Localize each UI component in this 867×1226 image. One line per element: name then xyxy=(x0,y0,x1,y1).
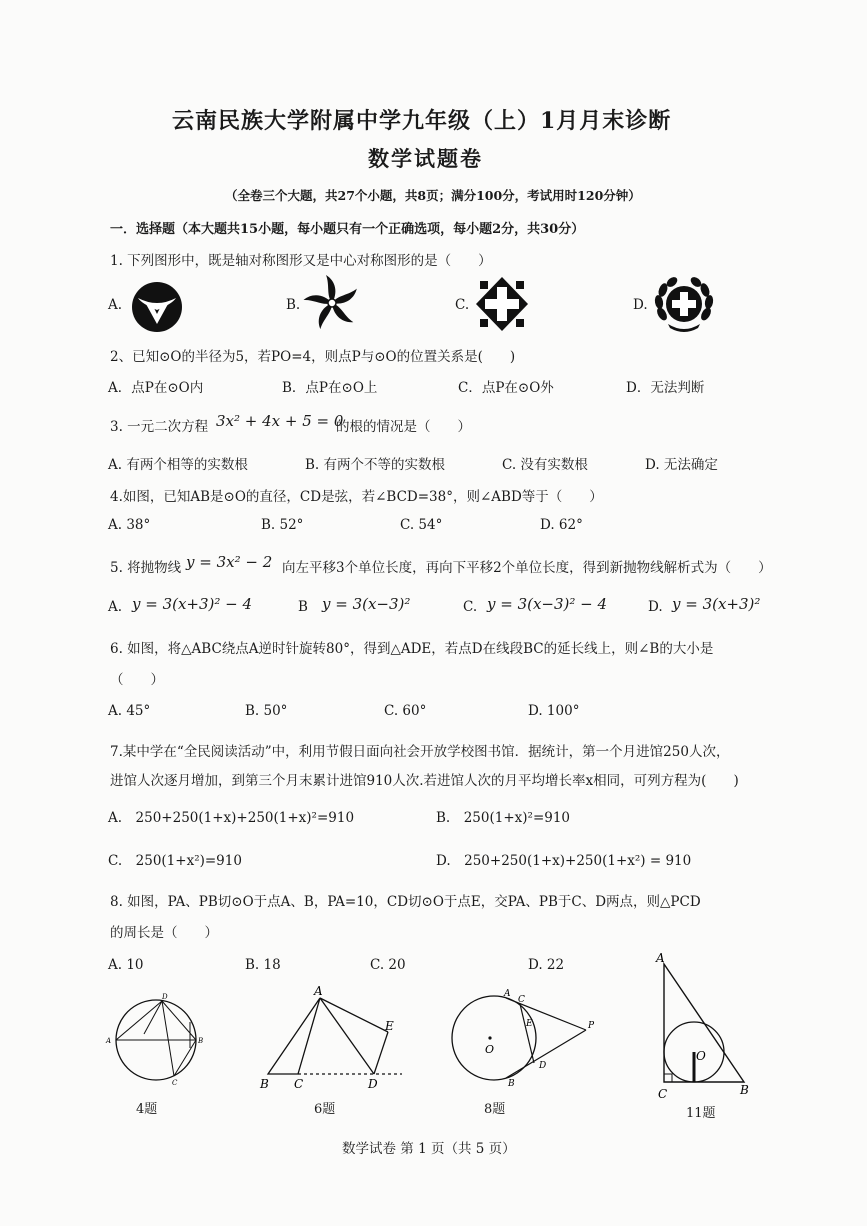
q1-option-d-label: D. xyxy=(633,297,648,313)
figure-6-rotation-diagram xyxy=(252,984,412,1094)
svg-text:P: P xyxy=(588,1021,595,1031)
q7-option-a: A. 250+250(1+x)+250(1+x)²=910 xyxy=(108,810,355,826)
q3-option-a: A. 有两个相等的实数根 xyxy=(108,457,248,473)
question-3-stem-pre: 3. 一元二次方程 xyxy=(110,419,209,435)
q3-option-b: B. 有两个不等的实数根 xyxy=(305,457,446,473)
page-footer: 数学试卷 第 1 页（共 5 页） xyxy=(342,1141,516,1157)
question-5-parabola: y = 3x² − 2 xyxy=(186,553,273,571)
svg-text:D: D xyxy=(368,1077,378,1091)
q4-option-b: B. 52° xyxy=(261,517,304,533)
figure-11-caption: 11题 xyxy=(686,1106,716,1121)
svg-text:B: B xyxy=(198,1037,204,1045)
figure-8-tangent-diagram xyxy=(448,988,604,1094)
svg-text:A: A xyxy=(106,1037,112,1045)
section-heading: 一．选择题（本大题共15小题，每小题只有一个正确选项，每小题2分，共30分） xyxy=(110,222,585,237)
q5-option-c-label: C. xyxy=(463,599,478,615)
q2-option-a: A．点P在⊙O内 xyxy=(108,380,204,396)
svg-text:A: A xyxy=(314,984,323,998)
question-7-stem-2: 进馆人次逐月增加，到第三个月末累计进馆910人次.若进馆人次的月平均增长率x相同，可列方程为( ) xyxy=(110,773,739,789)
svg-text:B: B xyxy=(740,1083,749,1097)
svg-text:C: C xyxy=(518,995,525,1005)
q6-option-d: D. 100° xyxy=(528,703,580,719)
exam-subtitle: 数学试题卷 xyxy=(368,146,483,171)
q5-option-c: y = 3(x−3)² − 4 xyxy=(487,595,608,613)
question-7-stem: 7.某中学在“全民阅读活动”中，利用节假日面向社会开放学校图书馆．据统计，第一个月进馆250人次， xyxy=(110,744,730,760)
exam-title: 云南民族大学附属中学九年级（上）1月月末诊断 xyxy=(172,108,672,134)
figure-6-caption: 6题 xyxy=(314,1102,336,1117)
q1-option-b-label: B. xyxy=(286,297,301,313)
q2-option-b: B．点P在⊙O上 xyxy=(282,380,378,396)
q2-option-c: C．点P在⊙O外 xyxy=(458,380,554,396)
question-4-stem: 4.如图，已知AB是⊙O的直径，CD是弦，若∠BCD=38°，则∠ABD等于（ ） xyxy=(110,489,603,505)
question-6-stem: 6. 如图，将△ABC绕点A逆时针旋转80°，得到△ADE，若点D在线段BC的延长线上，则∠B的大小是 xyxy=(110,641,714,657)
q6-option-c: C. 60° xyxy=(384,703,427,719)
q1-option-b-icon xyxy=(302,272,362,334)
q2-option-d: D．无法判断 xyxy=(626,380,705,396)
question-1-stem: 1. 下列图形中，既是轴对称图形又是中心对称图形的是（ ） xyxy=(110,253,492,269)
question-8-stem-2: 的周长是（ ） xyxy=(110,925,218,941)
question-2-stem: 2、已知⊙O的半径为5，若PO=4，则点P与⊙O的位置关系是( ) xyxy=(110,349,516,365)
svg-text:E: E xyxy=(385,1019,394,1033)
q5-option-d-label: D. xyxy=(648,599,663,615)
svg-text:D: D xyxy=(539,1061,547,1071)
question-3-equation: 3x² + 4x + 5 = 0 xyxy=(216,412,344,430)
q8-option-a: A. 10 xyxy=(108,957,144,973)
figure-4-circle-diagram xyxy=(104,992,208,1092)
q7-option-c: C. 250(1+x²)=910 xyxy=(108,853,242,869)
q7-option-d: D. 250+250(1+x)+250(1+x²) = 910 xyxy=(436,853,692,869)
q1-option-c-icon xyxy=(474,275,530,333)
svg-text:A: A xyxy=(656,951,665,965)
svg-text:E: E xyxy=(526,1019,533,1029)
q3-option-c: C. 没有实数根 xyxy=(502,457,588,473)
q7-option-b: B. 250(1+x)²=910 xyxy=(436,810,571,826)
q5-option-a-label: A. xyxy=(108,599,123,615)
q4-option-c: C. 54° xyxy=(400,517,443,533)
figure-8-caption: 8题 xyxy=(484,1102,506,1117)
exam-note: （全卷三个大题，共27个小题，共8页；满分100分，考试用时120分钟） xyxy=(225,188,641,203)
question-6-stem-2: （ ） xyxy=(110,672,164,688)
q1-option-c-label: C. xyxy=(455,297,470,313)
question-3-stem-post: 的根的情况是（ ） xyxy=(336,419,471,435)
svg-text:O: O xyxy=(485,1043,495,1056)
svg-text:C: C xyxy=(294,1077,304,1091)
q6-option-a: A. 45° xyxy=(108,703,151,719)
question-5-stem-post: 向左平移3个单位长度，再向下平移2个单位长度，得到新抛物线解析式为（ ） xyxy=(282,560,772,576)
svg-text:C: C xyxy=(658,1087,668,1101)
q3-option-d: D. 无法确定 xyxy=(645,457,718,473)
q5-option-d: y = 3(x+3)² xyxy=(672,595,761,613)
figure-4-caption: 4题 xyxy=(136,1102,158,1117)
figure-11-incircle-diagram xyxy=(652,950,756,1102)
q5-option-b-label: B xyxy=(298,599,308,615)
q6-option-b: B. 50° xyxy=(245,703,288,719)
q8-option-b: B. 18 xyxy=(245,957,281,973)
svg-text:B: B xyxy=(508,1079,515,1089)
q1-option-a-icon xyxy=(128,280,186,334)
q8-option-c: C. 20 xyxy=(370,957,406,973)
svg-text:C: C xyxy=(172,1079,178,1087)
q5-option-a: y = 3(x+3)² − 4 xyxy=(132,595,253,613)
q4-option-d: D. 62° xyxy=(540,517,583,533)
q4-option-a: A. 38° xyxy=(108,517,151,533)
svg-text:D: D xyxy=(162,993,168,1001)
q5-option-b: y = 3(x−3)² xyxy=(322,595,411,613)
question-5-stem-pre: 5. 将抛物线 xyxy=(110,560,182,576)
svg-text:B: B xyxy=(260,1077,269,1091)
q1-option-a-label: A. xyxy=(108,297,123,313)
svg-text:O: O xyxy=(696,1049,706,1063)
q8-option-d: D. 22 xyxy=(528,957,565,973)
question-8-stem: 8. 如图，PA、PB切⊙O于点A、B，PA=10，CD切⊙O于点E，交PA、PB于C、D两点，则△PCD xyxy=(110,894,701,910)
q1-option-d-icon xyxy=(652,276,716,334)
svg-text:A: A xyxy=(504,989,511,999)
